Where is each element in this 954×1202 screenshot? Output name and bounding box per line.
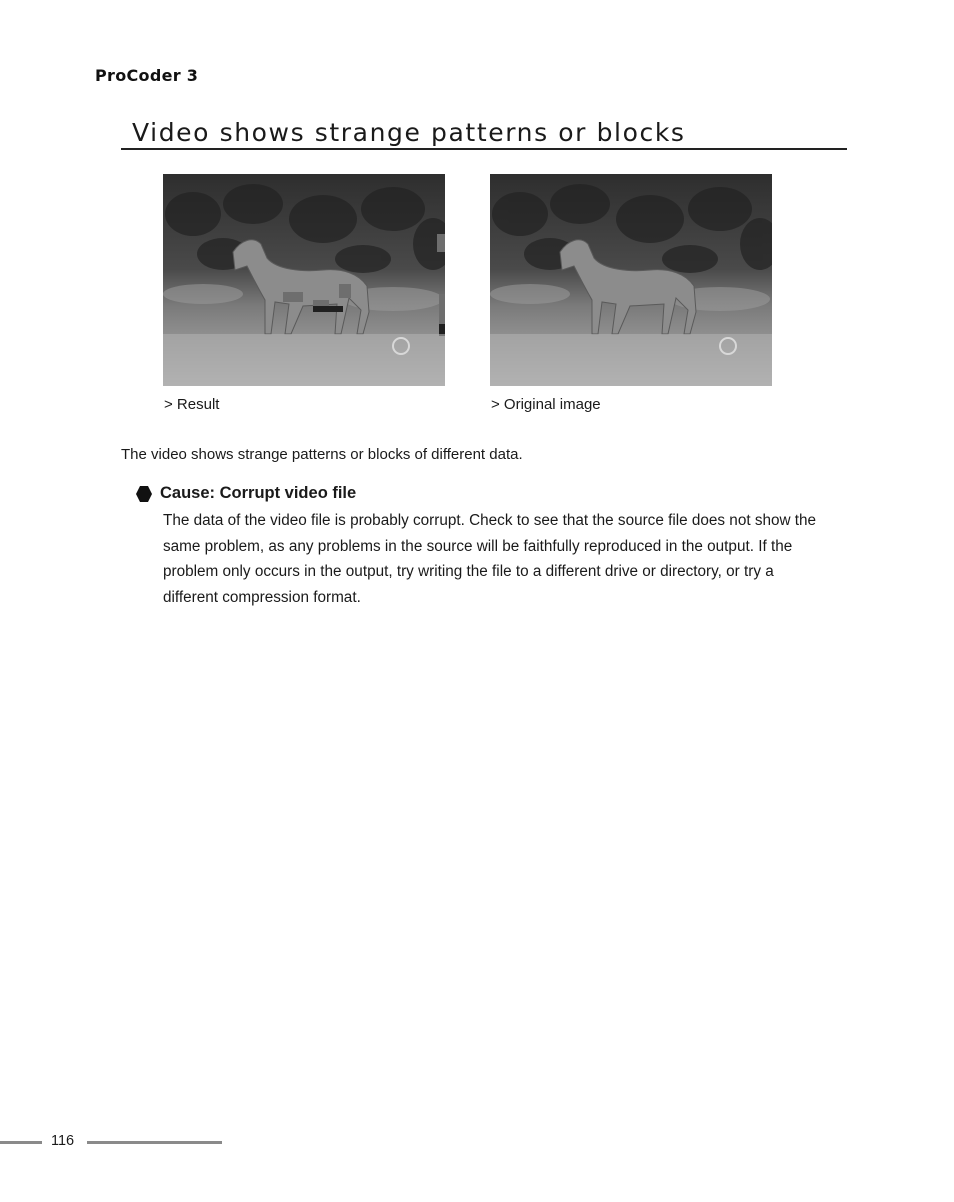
original-caption: > Original image bbox=[491, 396, 601, 413]
original-image bbox=[490, 174, 772, 386]
page-footer bbox=[0, 1130, 260, 1154]
title-underline bbox=[121, 148, 847, 150]
result-caption: > Result bbox=[164, 396, 220, 413]
cause-heading-text: Cause: Corrupt video file bbox=[160, 484, 357, 502]
cause-heading bbox=[135, 484, 356, 503]
footer-rule-right bbox=[87, 1141, 222, 1144]
result-image bbox=[163, 174, 445, 386]
footer-rule-left bbox=[0, 1141, 42, 1144]
hexagon-bullet-icon bbox=[135, 485, 153, 503]
horse-result-graphic bbox=[163, 174, 445, 386]
running-header-brand: ProCoder 3 bbox=[95, 66, 199, 85]
intro-paragraph: The video shows strange patterns or blocks of different data. bbox=[121, 446, 523, 463]
page-number: 116 bbox=[51, 1133, 75, 1149]
cause-body: The data of the video file is probably corrupt. Check to see that the source file does not show the same problem, as any problems in the source will be faithfully reproduced in the output. If the problem only occurs in the output, try writing the file to a different drive or directory, or try a different compression format. bbox=[163, 512, 817, 606]
page-title: Video shows strange patterns or blocks bbox=[132, 118, 686, 147]
horse-original-graphic bbox=[490, 174, 772, 386]
